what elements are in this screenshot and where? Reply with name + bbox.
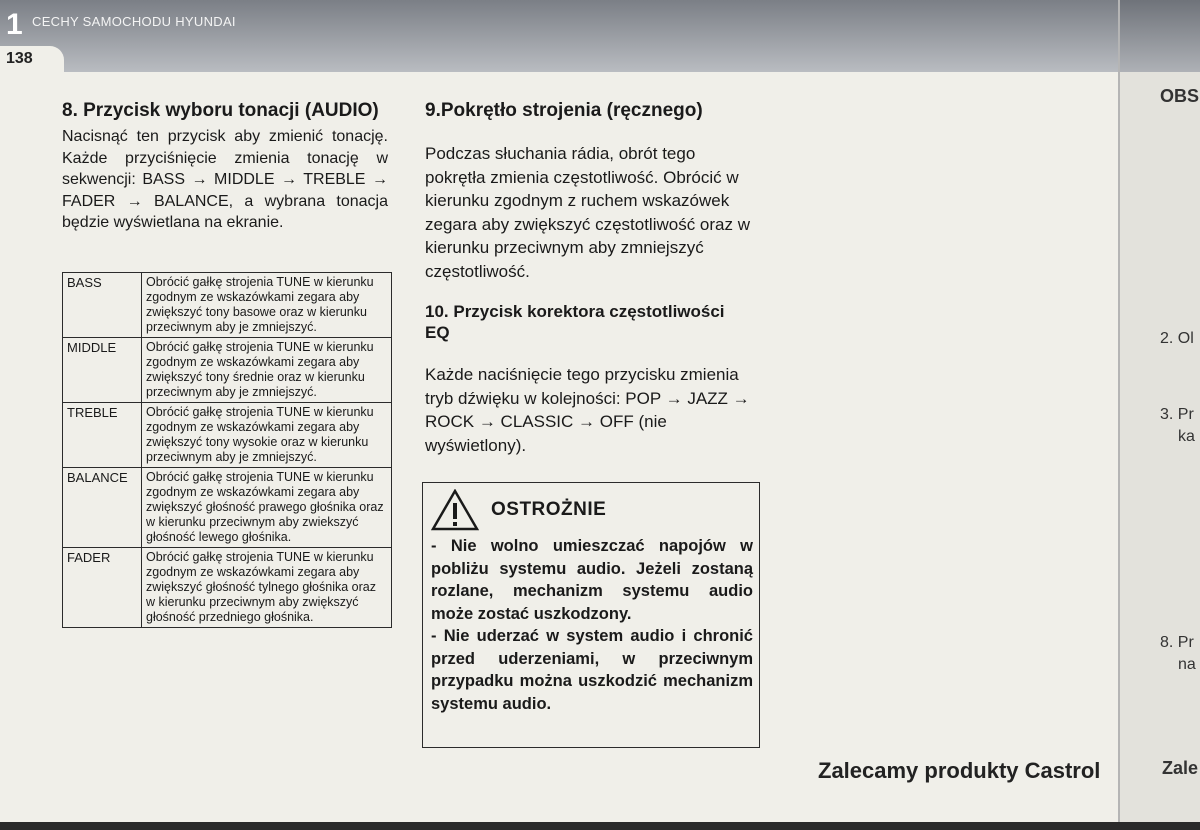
tone-description: Obrócić gałkę strojenia TUNE w kierunku zgodnym ze wskazówkami zegara aby zwiększyć głośność tylnego głośnika oraz w kierunku przeciwnym aby zwiększyć głośność przedniego głośnika. [142,548,392,628]
tone-name: TREBLE [63,403,142,468]
page-number: 138 [6,50,33,67]
section-8-intro: Nacisnąć ten przycisk aby zmienić tonację. Każde przyciśnięcie zmienia tonację w sekwencji: BASS → MIDDLE → TREBLE → FADER → BALANCE, a wybrana tonacja będzie wyświetlana na ekranie. [62,128,388,231]
warning-triangle-icon [431,489,479,531]
tone-name: BASS [63,273,142,338]
table-row [63,403,392,468]
table-row [63,548,392,628]
caution-item: - Nie uderzać w system audio i chronić przed uderzeniami, w przeciwnym przypadku można uszkodzić mechanizm systemu audio. [431,627,753,713]
tone-description: Obrócić gałkę strojenia TUNE w kierunku zgodnym ze wskazówkami zegara aby zwiększyć tony basowe oraz w kierunku przeciwnym aby je zmniejszyć. [142,273,392,338]
section-9-title: 9.Pokrętło strojenia (ręcznego) [425,100,703,121]
promo-footer: Zalecamy produkty Castrol [818,758,1101,783]
tone-description: Obrócić gałkę strojenia TUNE w kierunku zgodnym ze wskazówkami zegara aby zwiększyć tony średnie oraz w kierunku przeciwnym aby je zmniejszyć. [142,338,392,403]
page-number-box [0,46,64,74]
tone-description: Obrócić gałkę strojenia TUNE w kierunku zgodnym ze wskazówkami zegara aby zwiększyć głośność prawego głośnika oraz w kierunku przeciwnym aby zwiekszyć głośność lewego głośnika. [142,468,392,548]
chapter-number: 1 [6,8,23,41]
left-column [62,100,388,234]
right-page-header [1120,0,1200,72]
right-page-item: 8. Pr [1160,634,1194,651]
section-10-title: 10. Przycisk korektora częstotliwości EQ [425,302,725,342]
right-page-heading: OBS [1160,86,1200,106]
tone-name: BALANCE [63,468,142,548]
table-row [63,273,392,338]
tone-table [62,272,392,628]
page-bottom-edge [0,822,1200,830]
right-page-item: 2. Ol [1160,330,1194,347]
caution-list [431,535,753,715]
section-8-title: 8. Przycisk wyboru tonacji (AUDIO) [62,100,379,121]
right-page-footer: Zale [1162,758,1199,778]
section-10-text: Każde naciśnięcie tego przycisku zmienia tryb dźwięku w kolejności: POP → JAZZ → ROCK → CLASSIC → OFF (nie wyświetlony). [425,365,750,455]
caution-box [422,482,760,748]
caution-header [431,487,606,533]
tone-name: MIDDLE [63,338,142,403]
right-page-item: na [1178,656,1196,673]
tone-description: Obrócić gałkę strojenia TUNE w kierunku zgodnym ze wskazówkami zegara aby zwiększyć tony wysokie oraz w kierunku przeciwnym aby je zmniejszyć. [142,403,392,468]
middle-column [425,100,750,457]
right-page-item: 3. Pr [1160,406,1194,423]
chapter-tab [0,0,300,46]
tone-name: FADER [63,548,142,628]
table-row [63,338,392,403]
chapter-title: CECHY SAMOCHODU HYUNDAI [32,14,236,29]
right-page-item: ka [1178,428,1195,445]
table-row [63,468,392,548]
right-page-edge [1118,0,1200,830]
section-9-text: Podczas słuchania rádia, obrót tego pokrętła zmienia częstotliwość. Obrócić w kierunku zgodnym z ruchem wskazówek zegara aby zwiększyć częstotliwość oraz w kierunku przeciwnym aby zmniejszyć częstotliwość. [425,144,751,281]
caution-item: - Nie wolno umieszczać napojów w pobliżu systemu audio. Jeżeli zostaną rozlane, mechanizm systemu audio może zostać uszkodzony. [431,537,753,623]
caution-title: OSTROŻNIE [491,499,607,520]
